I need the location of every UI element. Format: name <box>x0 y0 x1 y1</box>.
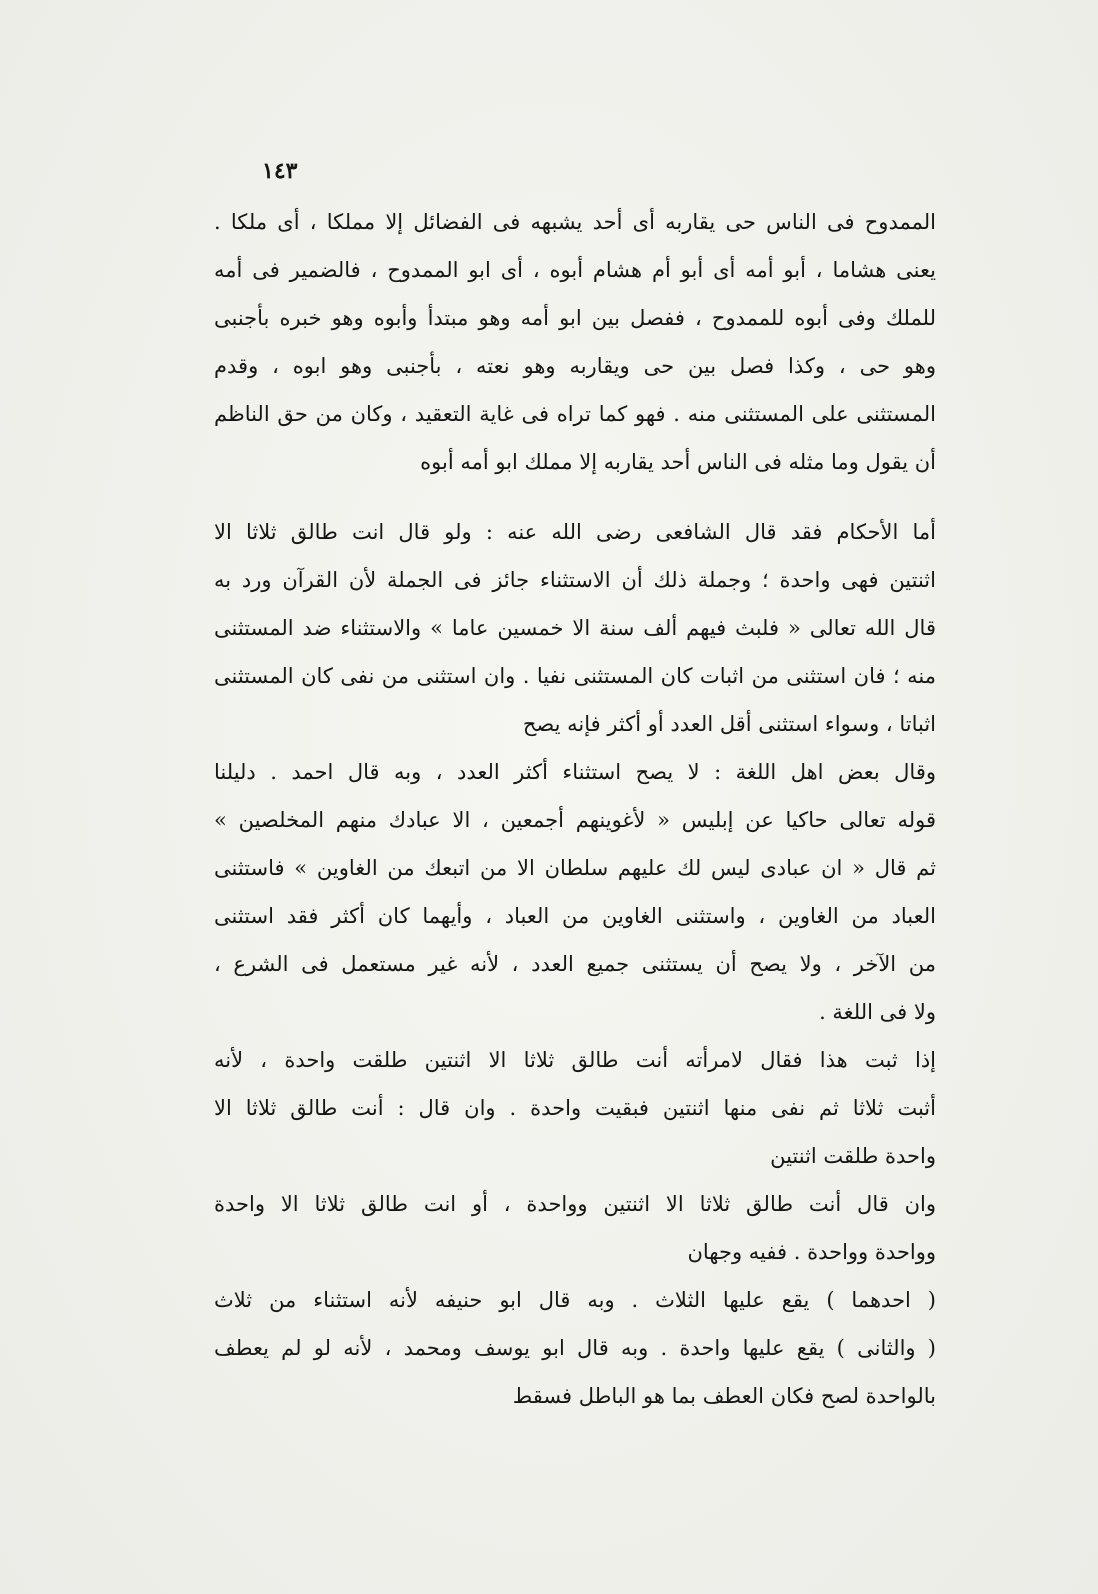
text-line: أما الأحكام فقد قال الشافعى رضى الله عنه : ولو قال انت طالق ثلاثا الا <box>214 520 936 544</box>
page-number: ١٤٣ <box>262 158 298 184</box>
text-line: من الآخر ، ولا يصح أن يستثنى جميع العدد ، لأنه غير مستعمل فى الشرع ، <box>214 952 936 976</box>
text-line: أن يقول وما مثله فى الناس أحد يقاربه إلا مملك ابو أمه أبوه <box>420 450 936 474</box>
text-line: وواحدة وواحدة . ففيه وجهان <box>687 1240 936 1264</box>
text-line: ولا فى اللغة . <box>819 1000 936 1024</box>
text-line: إذا ثبت هذا فقال لامرأته أنت طالق ثلاثا الا اثنتين طلقت واحدة ، لأنه <box>214 1048 936 1072</box>
text-line: للملك وفى أبوه للممدوح ، ففصل بين ابو أمه وهو مبتدأ وأبوه وهو خبره بأجنبى <box>214 306 936 330</box>
text-line: اثباتا ، وسواء استثنى أقل العدد أو أكثر فإنه يصح <box>522 712 936 736</box>
text-line: بالواحدة لصح فكان العطف بما هو الباطل فسقط <box>512 1384 936 1408</box>
paragraph <box>214 1180 936 1276</box>
text-line: المستثنى على المستثنى منه . فهو كما تراه فى غاية التعقيد ، وكان من حق الناظم <box>214 402 936 426</box>
text-line: منه ؛ فان استثنى من اثبات كان المستثنى نفيا . وان استثنى من نفى كان المستثنى <box>214 664 936 688</box>
paragraph <box>214 198 936 486</box>
text-line: وان قال أنت طالق ثلاثا الا اثنتين وواحدة ، أو انت طالق ثلاثا الا واحدة <box>214 1192 936 1216</box>
text-line: وهو حى ، وكذا فصل بين حى ويقاربه وهو نعته ، بأجنبى وهو ابوه ، وقدم <box>214 354 936 378</box>
text-line: واحدة طلقت اثنتين <box>770 1144 936 1168</box>
text-line: قال الله تعالى « فلبث فيهم ألف سنة الا خمسين عاما » والاستثناء ضد المستثنى <box>214 616 936 640</box>
paragraph <box>214 748 936 1036</box>
paragraph <box>214 1036 936 1180</box>
text-line: يعنى هشاما ، أبو أمه أى أبو أم هشام أبوه ، أى ابو الممدوح ، فالضمير فى أمه <box>214 258 936 282</box>
text-line: وقال بعض اهل اللغة : لا يصح استثناء أكثر العدد ، وبه قال احمد . دليلنا <box>214 760 936 784</box>
text-line: ( احدهما ) يقع عليها الثلاث . وبه قال ابو حنيفه لأنه استثناء من ثلاث <box>214 1288 936 1312</box>
body-text <box>214 198 936 1420</box>
text-line: الممدوح فى الناس حى يقاربه أى أحد يشبهه فى الفضائل إلا مملكا ، أى ملكا . <box>214 210 936 234</box>
text-line: قوله تعالى حاكيا عن إبليس « لأغوينهم أجمعين ، الا عبادك منهم المخلصين » <box>214 808 936 832</box>
text-line: اثنتين فهى واحدة ؛ وجملة ذلك أن الاستثناء جائز فى الجملة لأن القرآن ورد به <box>214 568 936 592</box>
paragraph <box>214 508 936 748</box>
text-line: ثم قال « ان عبادى ليس لك عليهم سلطان الا من اتبعك من الغاوين » فاستثنى <box>214 856 936 880</box>
text-line: العباد من الغاوين ، واستثنى الغاوين من العباد ، وأيهما كان أكثر فقد استثنى <box>214 904 936 928</box>
paragraph <box>214 1276 936 1420</box>
text-line: أثبت ثلاثا ثم نفى منها اثنتين فبقيت واحدة . وان قال : أنت طالق ثلاثا الا <box>214 1096 936 1120</box>
text-line: ( والثانى ) يقع عليها واحدة . وبه قال ابو يوسف ومحمد ، لأنه لو لم يعطف <box>214 1336 936 1360</box>
